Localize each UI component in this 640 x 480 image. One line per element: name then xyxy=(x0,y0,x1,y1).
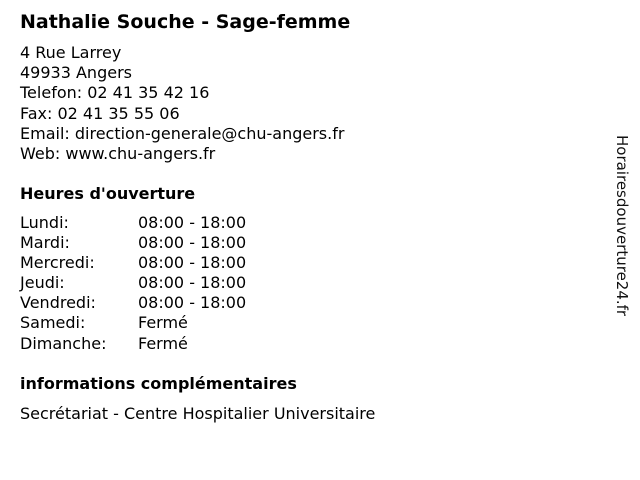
time-range: 08:00 - 18:00 xyxy=(138,253,247,273)
day-label: Jeudi: xyxy=(20,273,65,293)
time-range: 08:00 - 18:00 xyxy=(138,233,247,253)
hours-row-saturday xyxy=(20,313,280,333)
contact-block xyxy=(20,43,344,164)
hours-row-tuesday xyxy=(20,233,280,253)
fax-line: Fax: 02 41 35 55 06 xyxy=(20,103,180,123)
address-city: 49933 Angers xyxy=(20,63,132,83)
hours-row-monday xyxy=(20,213,280,233)
address-street: 4 Rue Larrey xyxy=(20,43,122,62)
additional-info-heading: informations complémentaires xyxy=(20,374,297,393)
hours-row-sunday xyxy=(20,334,280,354)
time-range: 08:00 - 18:00 xyxy=(138,213,247,232)
day-label: Mardi: xyxy=(20,233,70,253)
day-label: Mercredi: xyxy=(20,253,95,273)
email-line: Email: direction-generale@chu-angers.fr xyxy=(20,123,345,143)
hours-row-wednesday xyxy=(20,253,280,273)
additional-info-text: Secrétariat - Centre Hospitalier Universitaire xyxy=(20,404,376,423)
hours-row-friday xyxy=(20,293,280,313)
time-range: Fermé xyxy=(138,333,188,353)
web-line: Web: www.chu-angers.fr xyxy=(20,144,216,164)
opening-hours-heading: Heures d'ouverture xyxy=(20,184,196,203)
hours-row-thursday xyxy=(20,273,280,293)
day-label: Dimanche: xyxy=(20,333,107,353)
opening-hours-list xyxy=(20,213,280,354)
day-label: Vendredi: xyxy=(20,293,96,313)
time-range: 08:00 - 18:00 xyxy=(138,293,247,313)
site-watermark: Horairesdouverture24.fr xyxy=(613,135,631,317)
phone-line: Telefon: 02 41 35 42 16 xyxy=(20,83,210,103)
time-range: 08:00 - 18:00 xyxy=(138,273,247,293)
time-range: Fermé xyxy=(138,313,188,333)
day-label: Lundi: xyxy=(20,213,69,232)
page-title: Nathalie Souche - Sage-femme xyxy=(20,11,351,33)
day-label: Samedi: xyxy=(20,313,86,333)
